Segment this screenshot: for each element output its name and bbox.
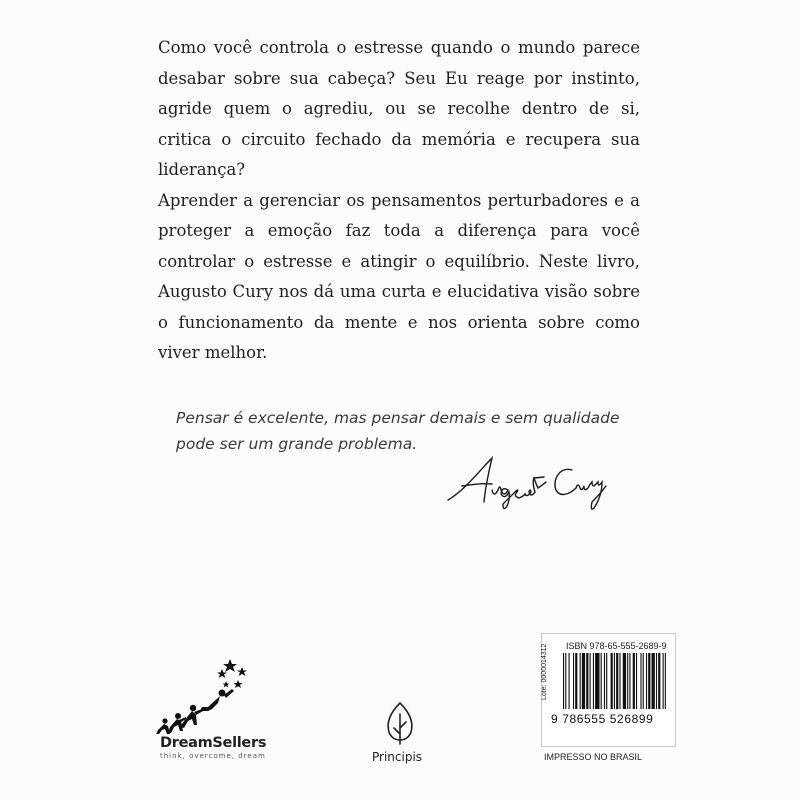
barcode-bar (611, 653, 613, 709)
author-quote: Pensar é excelente, mas pensar demais e sem qualidade pode ser um grande problema. (176, 409, 620, 453)
barcode-bar (636, 653, 637, 709)
barcode-bar (633, 653, 635, 709)
synopsis-paragraph-1: Como você controla o estresse quando o mundo parece desabar sobre sua cabeça? Seu Eu reage por instinto, agride quem o agrediu, ou se recolhe dentro de si, critica o circuito fechado da memória e recupera sua liderança? (158, 38, 640, 179)
dreamsellers-icon (148, 655, 258, 735)
barcode-bar (565, 653, 566, 709)
barcode-bar (595, 653, 599, 709)
principis-logo (383, 700, 417, 746)
barcode-bar (627, 653, 628, 709)
barcode-bar (606, 653, 607, 709)
barcode-bar (593, 653, 594, 709)
barcode-bar (563, 653, 564, 709)
barcode-bar (582, 653, 585, 709)
barcode-bar (580, 653, 581, 709)
barcode-bar (665, 653, 666, 709)
barcode-bar (643, 653, 644, 709)
barcode-bar (619, 653, 620, 709)
barcode-bar (590, 653, 591, 709)
dreamsellers-tagline: think, overcome, dream (160, 752, 266, 760)
barcode-bar (604, 653, 605, 709)
leaf-icon (383, 700, 417, 746)
barcode-bar (652, 653, 655, 709)
synopsis-paragraph-2: Aprender a gerenciar os pensamentos perturbadores e a proteger a emoção faz toda a diferença para você controlar o estresse e atingir o equilíbrio. Neste livro, Augusto Cury nos dá uma curta e elucidativa visão sobre o funcionamento da mente e nos orienta sobre como viver melhor. (158, 190, 640, 362)
synopsis (158, 33, 640, 369)
barcode-bar (573, 653, 574, 709)
barcode-bar (629, 653, 630, 709)
lot-number: Lote: 0000014312 (541, 643, 548, 700)
barcode-bar (640, 653, 641, 709)
barcode-bar (623, 653, 626, 709)
barcode-bar (658, 653, 660, 709)
barcode-bar (575, 653, 577, 709)
dreamsellers-name: DreamSellers (160, 735, 267, 751)
barcode-icon (563, 653, 667, 709)
barcode-bar (663, 653, 664, 709)
barcode-bar (586, 653, 588, 709)
printed-in-brazil: IMPRESSO NO BRASIL (544, 752, 643, 762)
barcode-bar (569, 653, 570, 709)
ean-number: 9 786555 526899 (551, 712, 654, 726)
barcode-bar (648, 653, 650, 709)
isbn-number: ISBN 978-65-555-2689-9 (566, 641, 667, 651)
barcode-bar (616, 653, 618, 709)
barcode-bar (656, 653, 657, 709)
author-signature (440, 450, 630, 520)
principis-name: Principis (372, 750, 423, 764)
barcode-bar (601, 653, 602, 709)
barcode-bar (614, 653, 615, 709)
barcode-bar (646, 653, 647, 709)
